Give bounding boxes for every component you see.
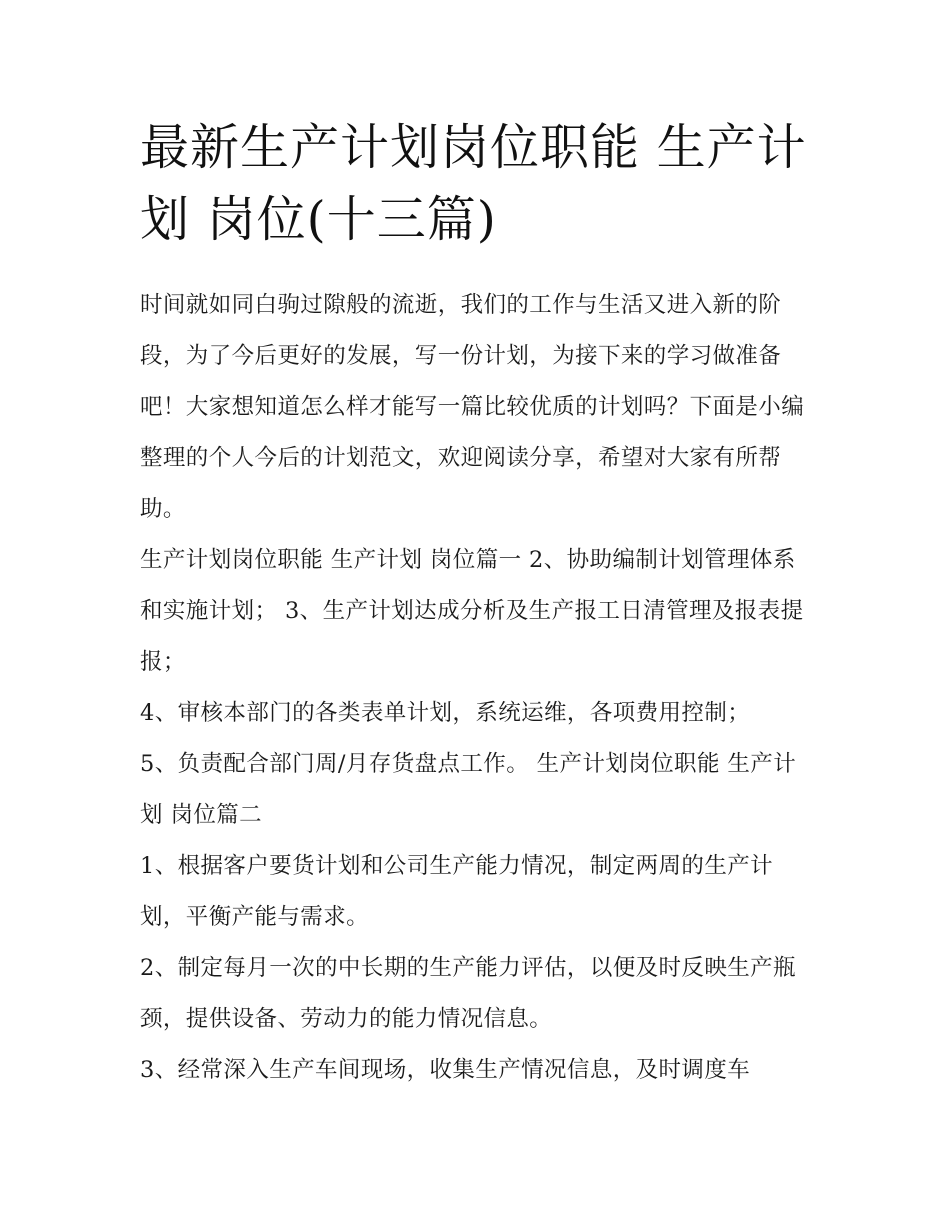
document-page [140,112,815,1096]
document-body [140,280,815,1096]
paragraph-item-1: 1、根据客户要货计划和公司生产能力情况，制定两周的生产计划，平衡产能与需求。 [140,853,774,930]
paragraph-section-one: 生产计划岗位职能 生产计划 岗位篇一 2、协助编制计划管理体系和实施计划； 3、生产计划达成分析及生产报工日清管理及报表提报； [140,547,804,675]
document-title: 最新生产计划岗位职能 生产计划 岗位(十三篇) [140,119,807,248]
paragraph-item-4: 4、审核本部门的各类表单计划，系统运维，各项费用控制； [140,700,751,726]
paragraph-item-5: 5、负责配合部门周/月存货盘点工作。 生产计划岗位职能 生产计划 岗位篇二 [140,751,797,828]
paragraph-intro: 时间就如同白驹过隙般的流逝，我们的工作与生活又进入新的阶段，为了今后更好的发展，写一份计划，为接下来的学习做准备吧！大家想知道怎么样才能写一篇比较优质的计划吗？下面是小编整理的个人今后的计划范文，欢迎阅读分享，希望对大家有所帮助。 [140,292,805,522]
paragraph-item-3: 3、经常深入生产车间现场，收集生产情况信息，及时调度车 [140,1057,751,1083]
paragraph-item-2: 2、制定每月一次的中长期的生产能力评估，以便及时反映生产瓶颈，提供设备、劳动力的能力情况信息。 [140,955,796,1032]
